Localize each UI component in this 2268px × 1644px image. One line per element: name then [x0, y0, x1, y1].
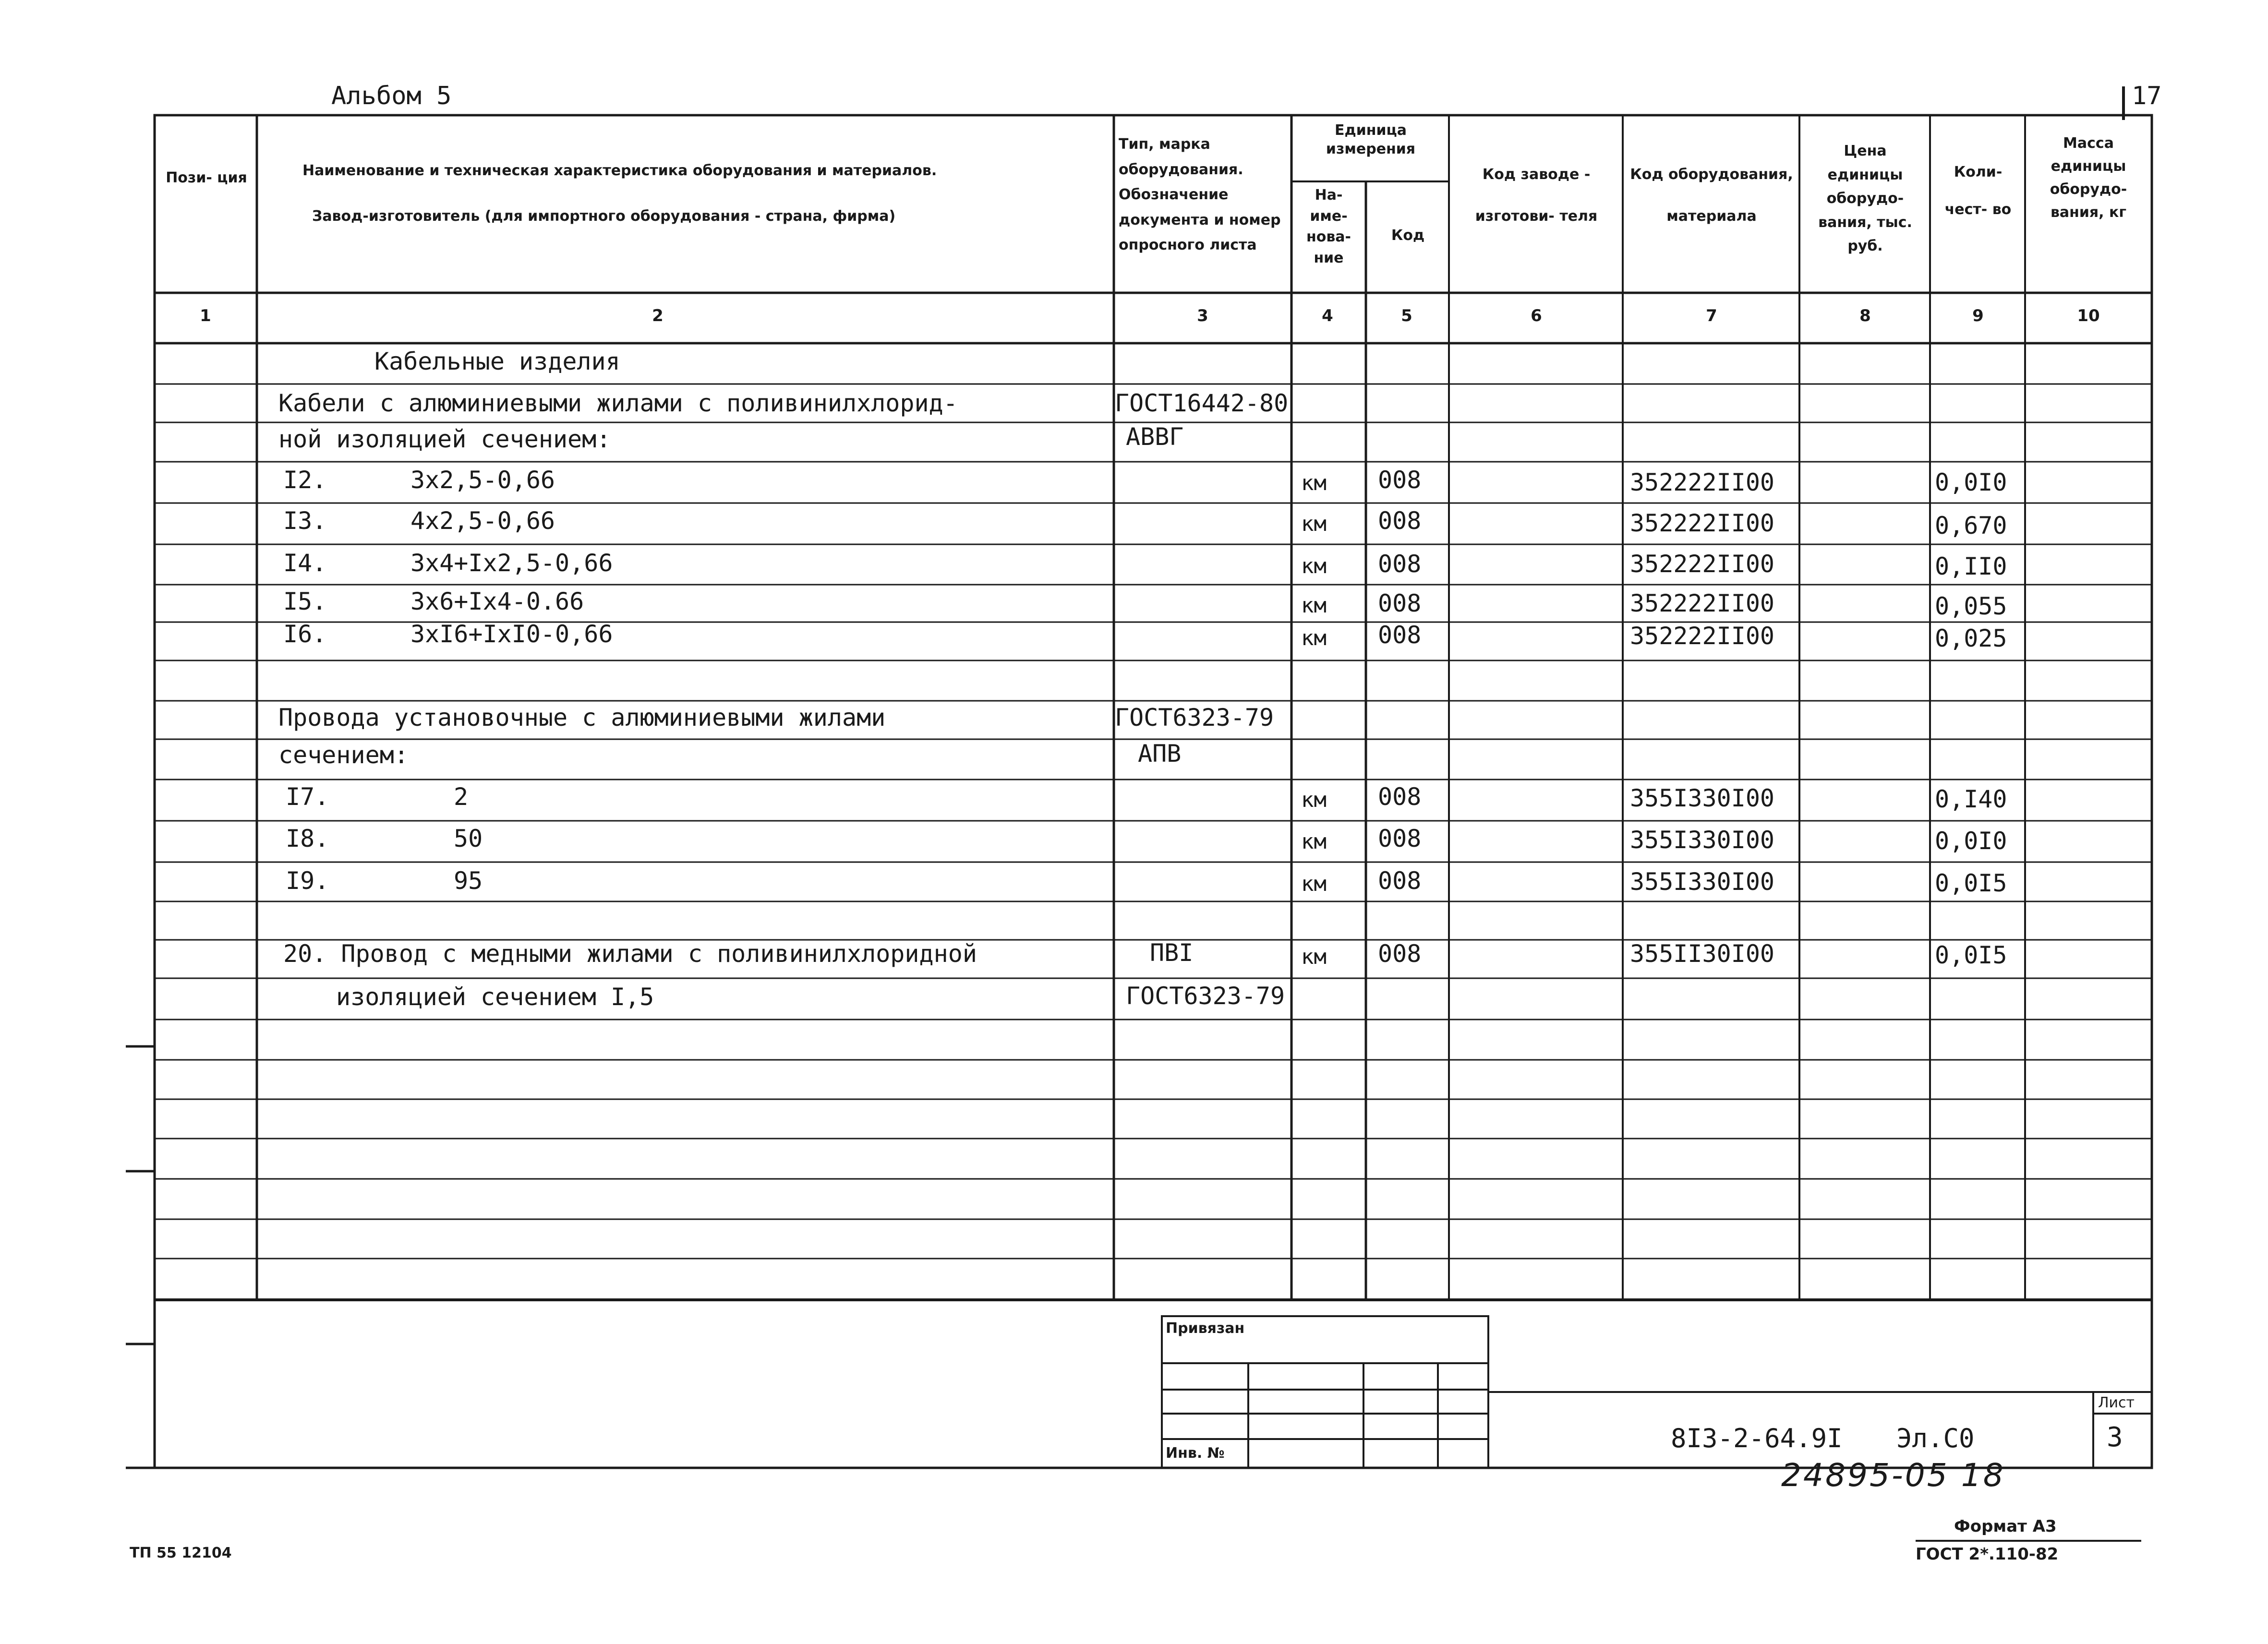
row-type: ПВI [1150, 939, 1194, 967]
row-qty: 0,0I5 [1935, 941, 2007, 969]
row-unit-code: 008 [1378, 550, 1422, 578]
row-name: сечением: [278, 741, 409, 769]
margin-ticks [126, 1046, 155, 1468]
row-unit: км [1301, 626, 1327, 650]
row-pos: I7. [286, 783, 329, 811]
sheet-label: Лист [2098, 1394, 2135, 1411]
row-unit: км [1301, 593, 1327, 618]
row-name: Кабели с алюминиевыми жилами с поливинилхлорид- [278, 389, 958, 417]
row-name: 3х6+Iх4-0.66 [410, 588, 584, 615]
col-header-pos: Пози- ция [166, 169, 247, 186]
row-type: ГОСТ16442-80 [1115, 389, 1289, 417]
row-qty: 0,0I5 [1935, 869, 2007, 897]
col-number-4: 4 [1322, 306, 1333, 325]
row-name: 50 [454, 825, 483, 852]
col-header-mass: Масса единицы оборудо- вания, кг [2050, 135, 2127, 221]
row-unit-code: 008 [1378, 589, 1422, 617]
col-number-6: 6 [1531, 306, 1542, 325]
col-number-10: 10 [2077, 306, 2100, 325]
page-number: 17 [2132, 82, 2162, 110]
row-name: 2 [454, 783, 469, 811]
col-number-7: 7 [1706, 306, 1717, 325]
row-pos: I5. [283, 588, 327, 615]
row-unit-code: 008 [1378, 867, 1422, 895]
row-name: 95 [454, 867, 483, 895]
row-type: ГОСТ6323-79 [1126, 982, 1285, 1010]
row-name: Провода установочные с алюминиевыми жилами [278, 704, 886, 732]
col-header-unit: Единица измерения [1326, 122, 1416, 157]
row-type: АВВГ [1126, 423, 1184, 451]
row-type: ГОСТ6323-79 [1115, 704, 1274, 732]
row-name: Кабельные изделия [374, 348, 620, 375]
row-qty: 0,0I0 [1935, 827, 2007, 855]
row-unit-code: 008 [1378, 621, 1422, 649]
col-header-unit-code: Код [1391, 227, 1425, 244]
row-unit-code: 008 [1378, 825, 1422, 852]
row-unit: км [1301, 554, 1327, 578]
col-header-qty: Коли- чест- во [1944, 164, 2012, 218]
sheet-number: 3 [2107, 1422, 2123, 1453]
row-equip-code: 355I330I00 [1630, 784, 1775, 812]
row-pos: I6. [283, 620, 327, 648]
col-header-type: Тип, марка оборудования. Обозначение документа и номер опросного листа [1119, 136, 1281, 253]
col-header-name-line2: Завод-изготовитель (для импортного оборудования - страна, фирма) [312, 208, 896, 225]
handwritten-number: 24895-05 18 [1781, 1457, 2005, 1494]
document-number: 8I3-2-64.9I [1671, 1423, 1843, 1453]
row-equip-code: 352222II00 [1630, 622, 1775, 650]
row-qty: 0,0I0 [1935, 468, 2007, 496]
row-pos: I8. [286, 825, 329, 852]
stamp-inv-label: Инв. № [1166, 1445, 1225, 1462]
row-name: 20. Провод с медными жилами с поливинилхлоридной [283, 940, 977, 968]
col-number-5: 5 [1401, 306, 1412, 325]
row-pos: I3. [283, 507, 327, 535]
row-equip-code: 352222II00 [1630, 589, 1775, 617]
row-name: 3х4+Iх2,5-0,66 [410, 549, 613, 577]
col-number-3: 3 [1197, 306, 1208, 325]
row-pos: I4. [283, 549, 327, 577]
stamp-linked-label: Привязан [1166, 1320, 1245, 1337]
typography-mark: ТП 55 12104 [130, 1545, 232, 1561]
col-number-2: 2 [652, 306, 664, 325]
row-unit: км [1301, 471, 1327, 495]
row-pos: I2. [283, 466, 327, 494]
row-unit: км [1301, 872, 1327, 896]
row-qty: 0,I40 [1935, 785, 2007, 813]
row-equip-code: 352222II00 [1630, 468, 1775, 496]
row-type: АПВ [1138, 740, 1182, 768]
row-unit: км [1301, 788, 1327, 812]
row-name: изоляцией сечением I,5 [336, 983, 654, 1011]
row-equip-code: 355II30I00 [1630, 940, 1775, 968]
stamp-block [1162, 1316, 2152, 1468]
row-qty: 0,II0 [1935, 552, 2007, 580]
row-name: 4х2,5-0,66 [410, 507, 555, 535]
col-header-price: Цена единицы оборудо- вания, тыс. руб. [1818, 143, 1912, 254]
gost-label: ГОСТ 2*.110-82 [1916, 1545, 2059, 1564]
col-number-1: 1 [200, 306, 211, 325]
col-header-name-line1: Наименование и техническая характеристика оборудования и материалов. [302, 162, 937, 179]
row-equip-code: 352222II00 [1630, 509, 1775, 537]
row-equip-code: 355I330I00 [1630, 868, 1775, 896]
col-header-unit-name: На- име- нова- ние [1306, 187, 1351, 266]
row-pos: I9. [286, 867, 329, 895]
row-unit: км [1301, 945, 1327, 969]
col-number-8: 8 [1859, 306, 1871, 325]
row-equip-code: 355I330I00 [1630, 826, 1775, 854]
row-unit-code: 008 [1378, 507, 1422, 535]
col-header-equip-code: Код оборудования, материала [1630, 166, 1793, 225]
row-unit-code: 008 [1378, 783, 1422, 811]
row-name: 3хI6+IхI0-0,66 [410, 620, 613, 648]
album-label: Альбом 5 [331, 82, 452, 110]
row-qty: 0,025 [1935, 624, 2007, 652]
row-unit: км [1301, 512, 1327, 536]
col-header-maker-code: Код заводе - изготови- теля [1475, 166, 1598, 225]
row-qty: 0,670 [1935, 512, 2007, 540]
row-unit: км [1301, 829, 1327, 854]
document-suffix: Эл.С0 [1896, 1423, 1975, 1453]
row-qty: 0,055 [1935, 592, 2007, 620]
row-equip-code: 352222II00 [1630, 550, 1775, 578]
row-name: 3х2,5-0,66 [410, 466, 555, 494]
row-name: ной изоляцией сечением: [278, 425, 611, 453]
col-number-9: 9 [1972, 306, 1984, 325]
format-label: Формат А3 [1954, 1517, 2057, 1536]
row-unit-code: 008 [1378, 940, 1422, 968]
row-unit-code: 008 [1378, 466, 1422, 494]
